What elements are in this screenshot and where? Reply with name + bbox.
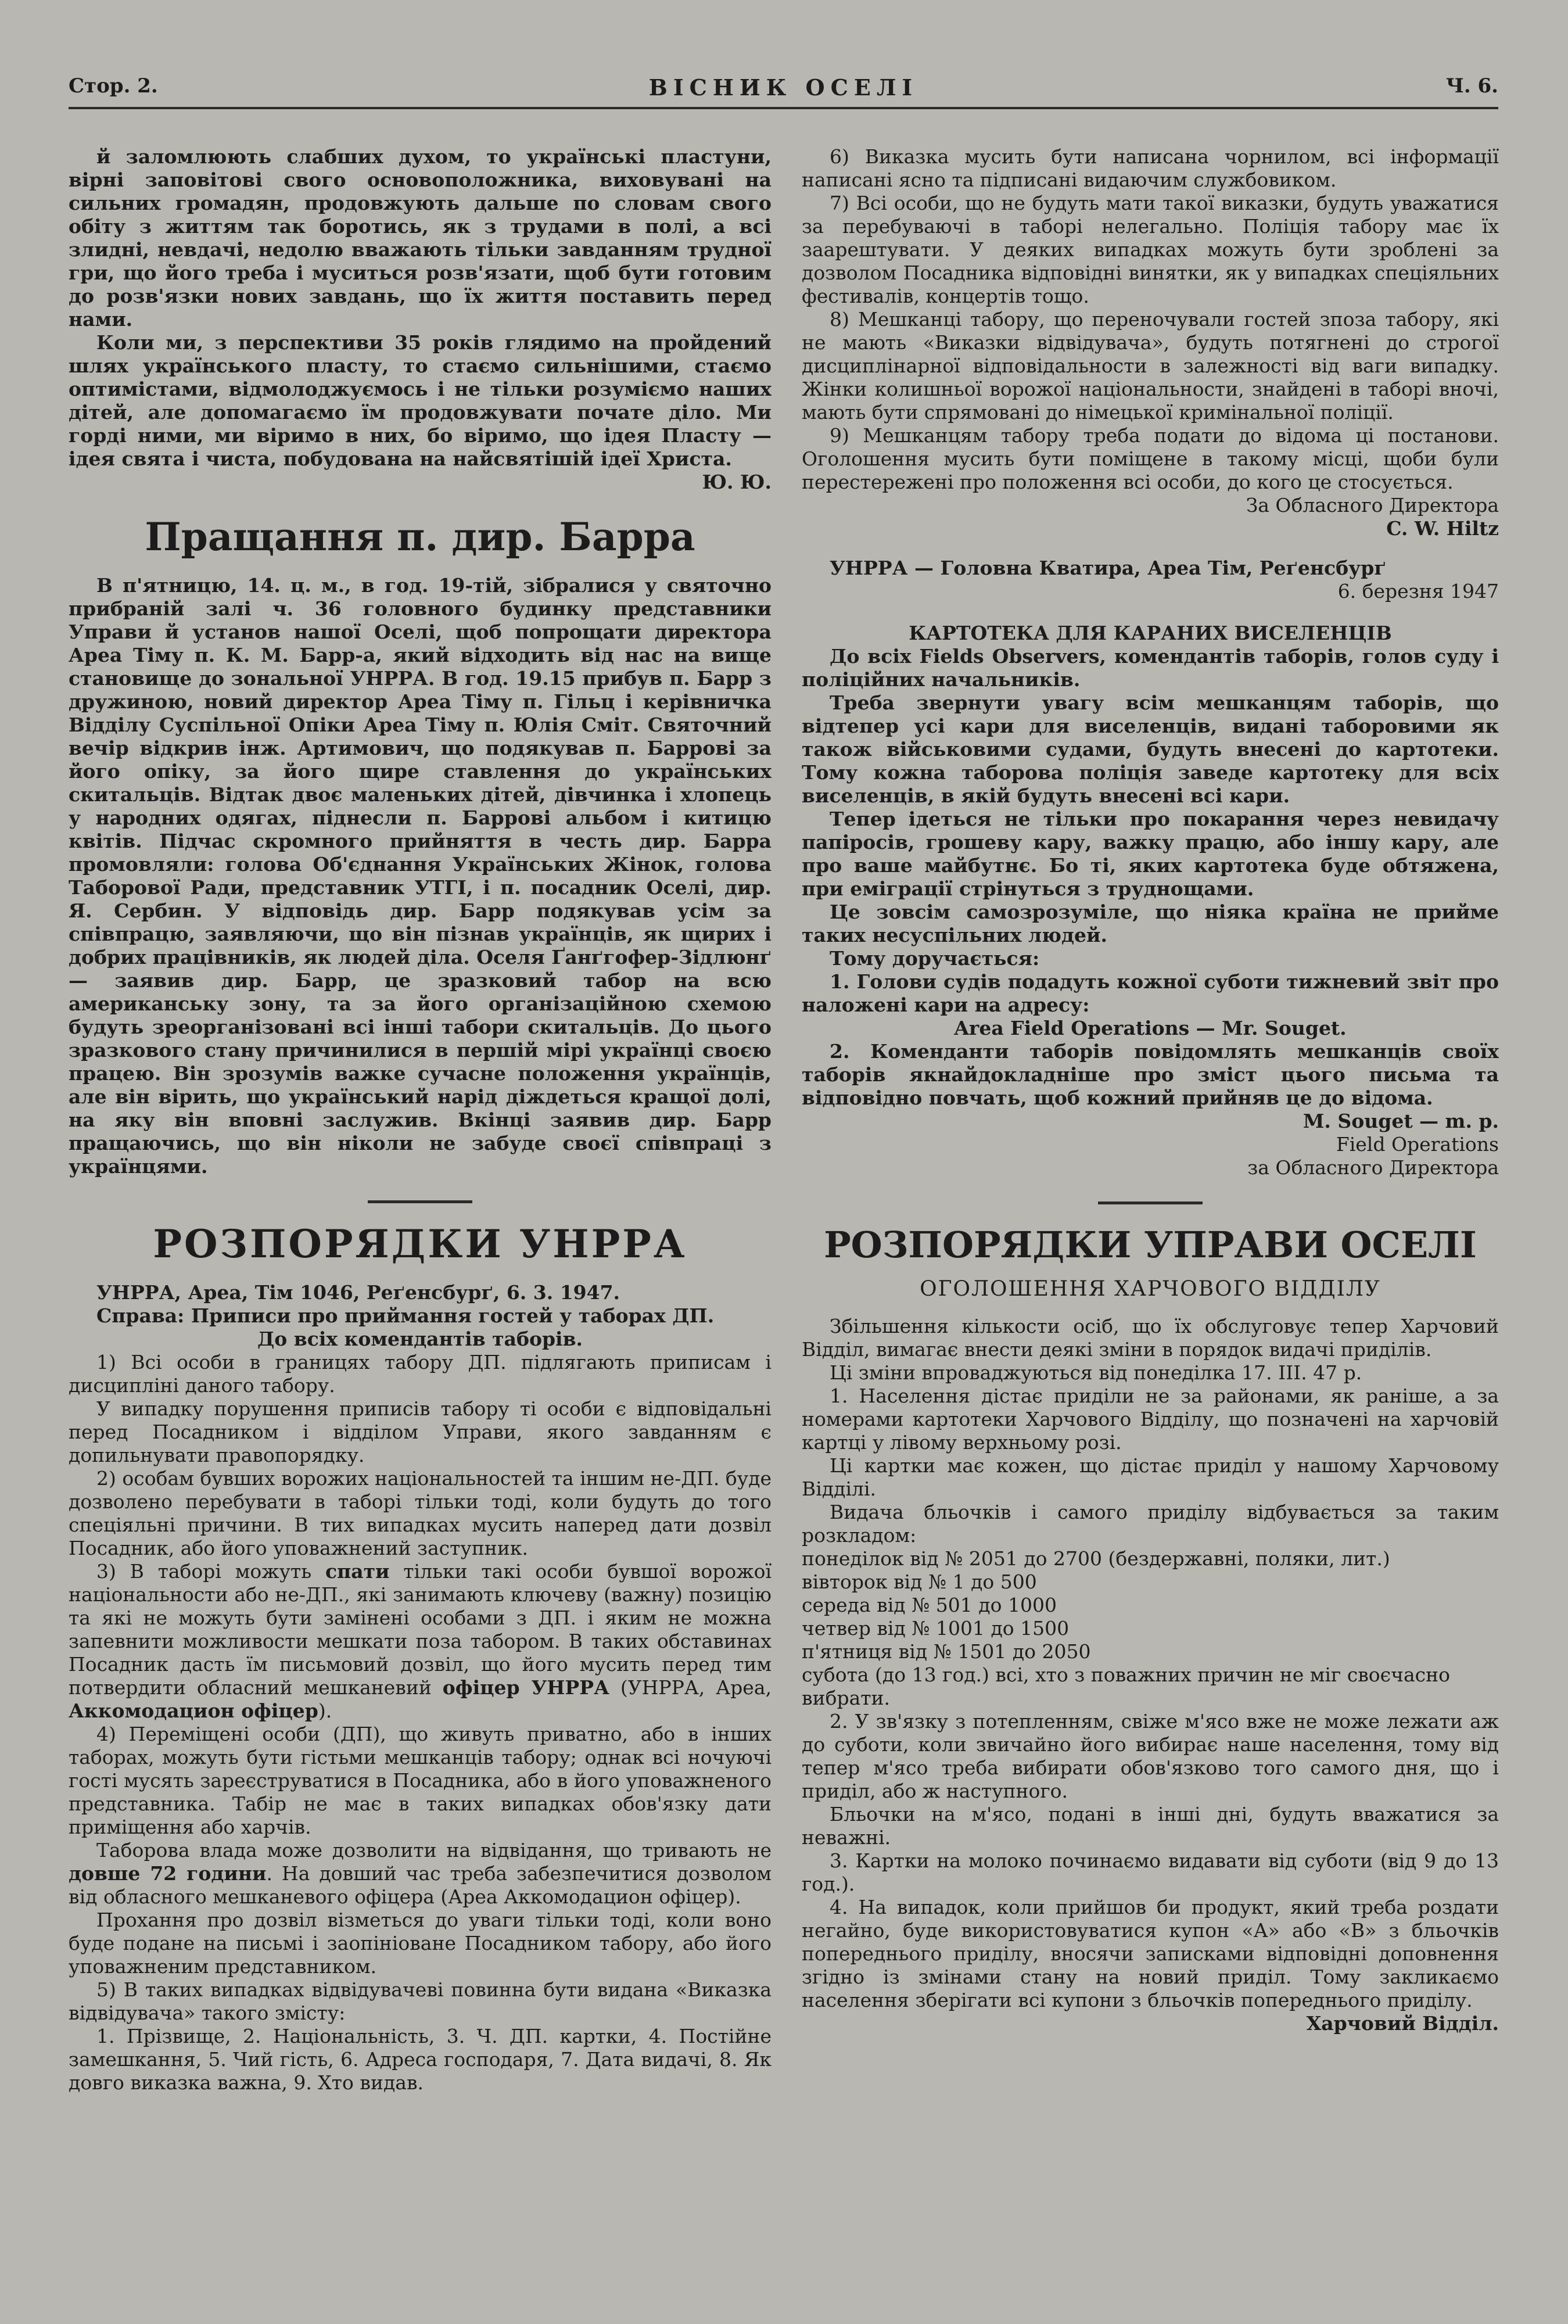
schedule-line: середа від № 501 до 1000 [802, 1594, 1057, 1616]
signature-name: C. W. Hiltz [1386, 517, 1499, 540]
rule-2: 2) особам бувших ворожих національностей та іншим не-ДП. буде дозволено перебувати в таборі тільки тоді, коли будуть до того спеціяльні причини. В тих випадках мусить наперед дати дозвіл Посадник, або його уповажнений заступник. [69, 1467, 772, 1559]
page-header [69, 74, 1498, 109]
food-dept-subheadline: ОГОЛОШЕННЯ ХАРЧОВОГО ВІДДІЛУ [920, 1277, 1381, 1301]
schedule-line: понеділок від № 2051 до 2700 (бездержавні, поляки, лит.) [802, 1547, 1390, 1570]
signature-role: За Обласного Директора [1246, 494, 1499, 517]
kartoteka-para-3: Це зовсім самозрозуміле, що ніяка країна не прийме таких несуспільних людей. [802, 901, 1499, 946]
food-para-3: 1. Населення дістає приділи не за районами, як раніше, а за номерами картотеки Харчового Відділу, що позначені на харчовій картці у лівому верхньому розі. [802, 1385, 1499, 1454]
unrra-orders-headline: РОЗПОРЯДКИ УНРРА [153, 1221, 687, 1267]
plast-article-signature: Ю. Ю. [702, 471, 772, 493]
section-divider [368, 1200, 472, 1203]
rule-3: 3) В таборі можуть спати тільки такі особи бувшої ворожої національности або не-ДП., які занимають ключеву (важну) позицію та які не можуть бути замінені особами з ДП. і яким не можна запевнити можливости мешкати поза табором. В таких обставинах Посадник дасть їм письмовий дозвіл, що його мусить перед тим потвердити обласний мешканевий офіцер УНРРА (УНРРА, Ареа, Аккомодацион офіцер). [69, 1560, 772, 1722]
signature2-name: M. Souget — m. p. [1303, 1110, 1499, 1132]
rule-6: 6) Виказка мусить бути написана чорнилом, всі інформації написані ясно та підписані видаючим службовиком. [802, 145, 1499, 191]
schedule-line: субота (до 13 год.) всі, хто з поважних причин не міг своєчасно вибрати. [802, 1663, 1450, 1709]
page-number: Стор. 2. [69, 74, 158, 98]
plast-article-end: й заломлюють слабших духом, то українські пластуни, вірні заповітові свого основоположника, виховувані на сильних громадян, продовжують дальше по словам свого обіту з життям так боротись, як з трудами в полі, а всі злидні, невдачі, недолю вважають тільки завданням трудної гри, що його треба і муситься розв'язати, щоб бути готовим до розв'язки нових завдань, що їх життя поставить перед нами. [69, 145, 772, 331]
rule-9: 9) Мешканцям табору треба подати до відома ці постанови. Оголошення мусить бути поміщене в такому місці, щоби були перестережені про положення всі особи, до кого це стосується. [802, 424, 1499, 493]
food-para-1: Збільшення кількости осіб, що їх обслуговує тепер Харчовий Відділ, вимагає внести деякі зміни в порядок видачі приділів. [802, 1315, 1499, 1361]
plast-article-closing: Коли ми, з перспективи 35 років глядимо на пройдений шлях українського пласту, то стаємо сильнішими, стаємо оптимістами, відмолоджуємось і не тільки розуміємо наших дітей, але допомагаємо їм продовжувати почате діло. Ми горді ними, ми віримо в них, бо віримо, що ідея Пласту — ідея свята і чиста, побудована на найсвятішій ідеї Христа. [69, 331, 772, 470]
food-para-8: 3. Картки на молоко починаємо видавати від суботи (від 9 до 13 год.). [802, 1849, 1499, 1895]
food-para-7: Бльочки на м'ясо, подані в інші дні, будуть вважатися за неважні. [802, 1803, 1499, 1849]
hq-line: УНРРА — Головна Кватира, Ареа Тім, Реґенсбурґ [830, 557, 1386, 579]
rule-1: 1) Всі особи в границях табору ДП. підлягають приписам і дисципліні даного табору. [69, 1351, 772, 1397]
rule-4: 4) Переміщені особи (ДП), що живуть приватно, або в інших таборах, можуть бути гістьми мешканців табору; однак всі ночуючі гості мусять зареєструватися в Посадника, або в його уповажненого представника. Табір не має в таких випадках обов'язку дати приміщення або харчів. [69, 1723, 772, 1838]
kartoteka-address: Area Field Operations — Mr. Souget. [954, 1017, 1347, 1039]
rule-1-note: У випадку порушення приписів табору ті особи є відповідальні перед Посадником і відділом Управи, якого завданням є допильнувати правопорядку. [69, 1397, 772, 1466]
food-para-9: 4. На випадок, коли прийшов би продукт, який треба роздати негайно, буде використовуватися купон «А» або «В» з бльочків попереднього приділу, вносячи записками відповідні доповнення згідно із змінами стану на новий приділ. Тому закликаємо населення зберігати всі купони з бльочків попереднього приділу. [802, 1896, 1499, 2011]
schedule-line: п'ятниця від № 1501 до 2050 [802, 1640, 1091, 1663]
rule-7: 7) Всі особи, що не будуть мати такої виказки, будуть уважатися за перебуваючі в таборі нелегально. Поліція табору має їх заарештувати. У деяких випадках можуть бути зроблені за дозволом Посадника відповідні винятки, як у випадках спеціяльних фестивалів, концертів тощо. [802, 192, 1499, 307]
hq-date: 6. березня 1947 [1337, 580, 1499, 602]
unrra-order-addressee: До всіх комендантів таборів. [257, 1328, 583, 1350]
food-dept-signature: Харчовий Відділ. [1306, 2012, 1499, 2035]
food-para-4: Ці картки має кожен, що дістає приділ у нашому Харчовому Відділі. [802, 1454, 1499, 1500]
food-para-6: 2. У зв'язку з потепленням, свіже м'ясо вже не може лежати аж до суботи, коли звичайно його вибирає наше населення, тому від тепер м'ясо треба вибирати обов'язково того самого дня, що і приділ, або ж наступного. [802, 1710, 1499, 1802]
food-para-5: Видача бльочків і самого приділу відбувається за таким розкладом: [802, 1501, 1499, 1547]
kartoteka-headline: КАРТОТЕКА ДЛЯ КАРАНИХ ВИСЕЛЕНЦІВ [909, 622, 1392, 644]
newspaper-title: ВІСНИК ОСЕЛІ [648, 74, 918, 101]
barr-farewell-headline: Пращання п. дир. Барра [145, 514, 695, 560]
barr-farewell-text: В п'ятницю, 14. ц. м., в год. 19-тій, зібралися у святочно прибраній залі ч. 36 головного будинку представники Управи й установ нашої Оселі, щоб попрощати директора Ареа Тіму п. К. М. Барр-а, який відходить від нас на вище становище до зональної УНРРА. В год. 19.15 прибув п. Барр з дружиною, новий директор Ареа Тіму п. Гільц і керівничка Відділу Суспільної Опіки Ареа Тіму п. Юлія Сміт. Святочний вечір відкрив інж. Артимович, що подякував п. Баррові за його опіку, за його щире ставлення до українських скитальців. Відтак двоє маленьких дітей, дівчинка і хлопець у народних одягах, піднесли п. Баррові альбом і китицю квітів. Підчас скромного прийняття в честь дир. Барра промовляли: голова Об'єднання Українських Жінок, голова Таборової Ради, представник УТГІ, і п. посадник Оселі, дир. Я. Сербин. У відповідь дир. Барр подякував усім за співпрацю, заявляючи, що він пізнав українців, як щирих і добрих працівників, як людей діла. Оселя Ґанґгофер-Зідлюнґ — заявив дир. Барр, це зразковий табор на всю американську зону, та за його організаційною схемою будуть зреорганізовані всі інші табори скитальців. До цього зразкового стану причинилися в першій мірі українці своєю працею. Він зрозумів важке сучасне положення українців, але він вірить, що український нарід діждеться кращої долі, на яку він вповні заслужив. Вкінці заявив дир. Барр пращаючись, що він ніколи не забуде своєї співпраці з українцями. [69, 574, 772, 1178]
kartoteka-addressee: До всіх Fields Observers, комендантів таборів, голов суду і поліційних начальників. [802, 645, 1499, 691]
kartoteka-instruction-1: 1. Голови судів подадуть кожної суботи тижневий звіт про наложені кари на адресу: [802, 970, 1499, 1016]
left-column [69, 145, 772, 2295]
rule-4-visits: Таборова влада може дозволити на відвідання, що тривають не довше 72 години. На довший час треба забезпечитися дозволом від обласного мешканевого офіцера (Ареа Аккомодацион офіцер). [69, 1839, 772, 1908]
rule-5: 5) В таких випадках відвідувачеві повинна бути видана «Виказка відвідувача» такого змісту: [69, 1978, 772, 2024]
rule-4-request: Прохання про дозвіл візметься до уваги тільки тоді, коли воно буде подане на письмі і заопініоване Посадником табору, або його уповажненим представником. [69, 1909, 772, 1978]
signature2-role: Field Operations [1336, 1133, 1499, 1156]
schedule-line: четвер від № 1001 до 1500 [802, 1617, 1070, 1640]
right-column [802, 145, 1499, 2295]
signature2-role-2: за Обласного Директора [1247, 1156, 1499, 1179]
issue-number: Ч. 6. [1445, 74, 1498, 98]
kartoteka-instruction-2: 2. Коменданти таборів повідомлять мешканців своїх таборів якнайдокладніше про зміст цього письма та відповідно повчать, щоб кожний прийняв це до відома. [802, 1040, 1499, 1109]
rule-8: 8) Мешканці табору, що переночували гостей зпоза табору, які не мають «Виказки відвідувача», будуть потягнені до строгої дисциплінарної відповідальности в залежності від ваги випадку. Жінки колишньої ворожої національности, знайдені в таборі вночі, мають бути спрямовані до німецької кримінальної поліції. [802, 308, 1499, 424]
rule-5-list: 1. Прізвище, 2. Національність, 3. Ч. ДП. картки, 4. Постійне замешкання, 5. Чий гість, 6. Адреса господаря, 7. Дата видачі, 8. Як довго виказка важна, 9. Хто видав. [69, 2025, 772, 2094]
unrra-order-subject: Справа: Приписи про приймання гостей у таборах ДП. [96, 1304, 715, 1327]
kartoteka-para-1: Треба звернути увагу всім мешканцям таборів, що відтепер усі кари для виселенців, видані таборовими як також військовими судами, будуть внесені до картотеки. Тому кожна таборова поліція заведе картотеку для всіх виселенців, в якій будуть внесені всі кари. [802, 691, 1499, 807]
section-divider-right [1098, 1202, 1203, 1204]
kartoteka-para-4: Тому доручається: [830, 947, 1040, 970]
unrra-order-header: УНРРА, Ареа, Тім 1046, Реґенсбурґ, 6. 3. 1947. [96, 1281, 620, 1304]
food-para-2: Ці зміни впроваджуються від понеділка 17. III. 47 р. [830, 1361, 1362, 1384]
kartoteka-para-2: Тепер ідеться не тільки про покарання через невидачу папіросів, грошеву кару, важку працю, або іншу кару, але про ваше майбутнє. Бо ті, яких картотека буде обтяжена, при еміграції стрінуться з труднощами. [802, 808, 1499, 900]
upravy-orders-headline: РОЗПОРЯДКИ УПРАВИ ОСЕЛІ [824, 1224, 1477, 1266]
food-schedule [802, 1547, 1499, 1710]
schedule-line: вівторок від № 1 до 500 [802, 1570, 1037, 1593]
